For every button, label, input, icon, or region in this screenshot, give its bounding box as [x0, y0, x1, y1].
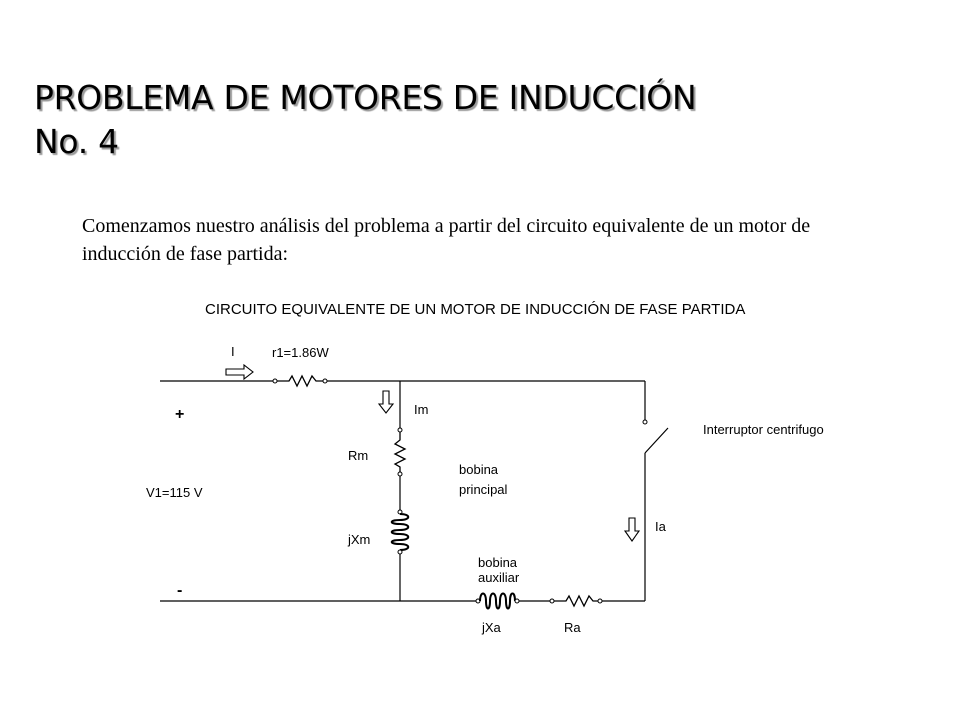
title-line-1: PROBLEMA DE MOTORES DE INDUCCIÓN: [34, 78, 697, 117]
current-i-arrow-icon: [226, 365, 253, 379]
current-i-label: I: [231, 344, 235, 359]
xm-inductor: [392, 510, 409, 554]
xm-coil: [392, 514, 409, 550]
current-ia-arrow-icon: [625, 518, 639, 541]
title-line-2: No. 4: [34, 122, 119, 161]
switch-blade: [645, 428, 668, 453]
xa-coil: [480, 594, 515, 609]
switch-label: Interruptor centrifugo: [703, 422, 824, 437]
r1-terminal-left: [273, 379, 277, 383]
rm-terminal-top: [398, 428, 402, 432]
ra-label: Ra: [564, 620, 581, 635]
xa-label: jXa: [482, 620, 501, 635]
rm-resistor: [395, 428, 405, 476]
r1-terminal-right: [323, 379, 327, 383]
ra-terminal-left: [550, 599, 554, 603]
current-im-label: Im: [414, 402, 429, 417]
switch-terminal: [643, 420, 647, 424]
xm-terminal-bottom: [398, 550, 402, 554]
circuit-title: CIRCUITO EQUIVALENTE DE UN MOTOR DE INDUCCIÓN DE FASE PARTIDA: [205, 301, 746, 318]
main-coil-label-line1: bobina: [459, 462, 499, 477]
ra-resistor: [550, 596, 602, 606]
current-im-arrow-icon: [379, 391, 393, 413]
xa-inductor: [476, 594, 519, 609]
rm-terminal-bottom: [398, 472, 402, 476]
ra-zigzag: [554, 596, 598, 606]
r1-zigzag: [277, 376, 323, 386]
ra-terminal-right: [598, 599, 602, 603]
minus-terminal-label: -: [177, 582, 183, 599]
rm-label: Rm: [348, 448, 369, 463]
xm-label: jXm: [348, 532, 371, 547]
main-coil-label-line2: principal: [459, 482, 508, 497]
r1-label: r1=1.86W: [272, 345, 329, 360]
plus-terminal-label: +: [175, 406, 185, 423]
v1-label: V1=115 V: [146, 485, 203, 500]
current-ia-label: Ia: [655, 519, 666, 534]
aux-coil-label-line1: bobina: [478, 555, 518, 570]
intro-paragraph: Comenzamos nuestro análisis del problema a partir del circuito equivalente de un motor de inducción de fase partida:: [82, 215, 811, 265]
r1-resistor: [273, 376, 327, 386]
aux-coil-label-line2: auxiliar: [478, 570, 520, 585]
xa-terminal-right: [515, 599, 519, 603]
rm-zigzag: [395, 432, 405, 472]
